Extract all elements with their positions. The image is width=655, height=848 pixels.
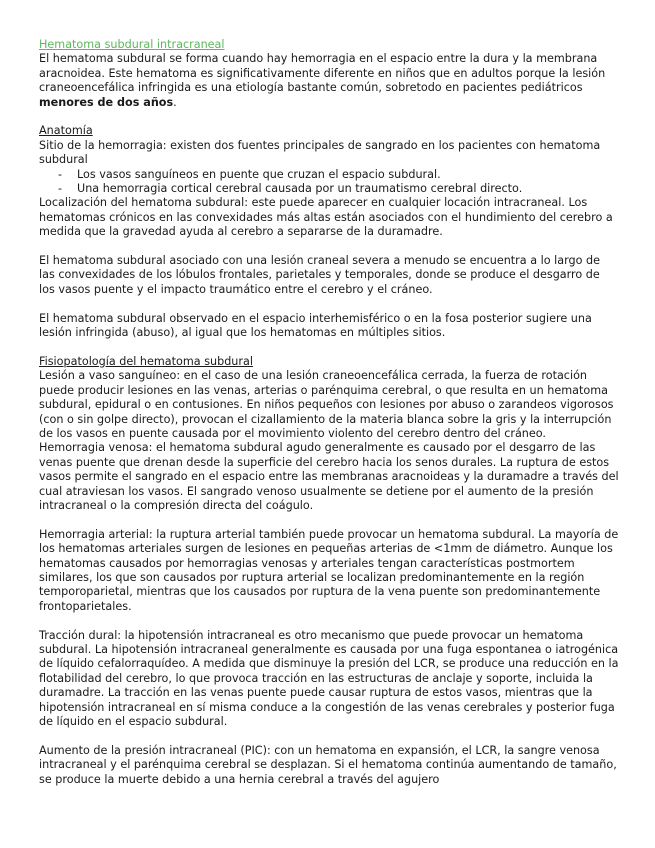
intro-text: El hematoma subdural se forma cuando hay hemorragia en el espacio entre la dura y la membrana aracnoidea. Este hematoma es significativamente diferente en niños que en adultos porque la lesión craneoencefálica infringida es una etiología bastante común, sobretodo en pacientes pediátricos: [39, 52, 606, 95]
spacer: [39, 340, 619, 354]
section-heading-anatomia: Anatomía: [39, 124, 93, 138]
list-item-text: Los vasos sanguíneos en puente que cruzan el espacio subdural.: [77, 167, 441, 181]
convexidades-paragraph: El hematoma subdural asociado con una lesión craneal severa a menudo se encuentra a lo largo de las convexidades de los lóbulos frontales, parietales y temporales, donde se produce el desgarro de los vasos puente y el impacto traumático entre el cerebro y el cráneo.: [39, 254, 600, 296]
document-page: [39, 38, 619, 787]
list-item-text: Una hemorragia cortical cerebral causada por un traumatismo cerebral directo.: [77, 182, 523, 196]
spacer: [39, 729, 619, 743]
bullet-dash: -: [58, 167, 63, 181]
interhemisferico-paragraph: El hematoma subdural observado en el espacio interhemisférico o en la fosa posterior sugiere una lesión infringida (abuso), al igual que los hematomas en múltiples sitios.: [39, 311, 592, 340]
presion-intracraneal-paragraph: Aumento de la presión intracraneal (PIC): con un hematoma en expansión, el LCR, la sangre venosa intracraneal y el parénquima cerebral se desplazan. Si el hematoma continúa aumentando de tamaño, se produce la muerte debido a una hernia cerebral a través del agujero: [39, 743, 617, 786]
spacer: [39, 614, 619, 628]
intro-bold-text: menores de dos años: [39, 95, 174, 109]
document-title[interactable]: Hematoma subdural intracraneal: [39, 38, 225, 51]
spacer: [39, 240, 619, 254]
spacer: [39, 110, 619, 124]
sitio-paragraph: Sitio de la hemorragia: existen dos fuentes principales de sangrado en los pacientes con hematoma subdural: [39, 138, 601, 167]
hemorragia-venosa-paragraph: Hemorragia venosa: el hematoma subdural agudo generalmente es causado por el desgarro de las venas puente que drenan desde la superficie del cerebro hacia los senos durales. La ruptura de estos vasos permite el sangrado en el espacio entre las membranas aracnoideas y la duramadre a través del cual atraviesan los vasos. El sangrado venoso usualmente se detiene por el aumento de la presión intracraneal o la compresión directa del coágulo.: [39, 441, 619, 512]
bleeding-sources-list: [39, 168, 619, 197]
section-heading-fisiopatologia: Fisiopatología del hematoma subdural: [39, 354, 253, 368]
intro-end: .: [173, 95, 177, 109]
list-item: [39, 182, 619, 196]
bullet-dash: -: [58, 182, 63, 196]
spacer: [39, 297, 619, 311]
lesion-vaso-paragraph: Lesión a vaso sanguíneo: en el caso de una lesión craneoencefálica cerrada, la fuerza de rotación puede producir lesiones en las venas, arterias o parénquima cerebral, o que resulta en un hematoma subdural, epidural o en contusiones. En niños pequeños con lesiones por abuso o zarandeos vigorosos (con o sin golpe directo), provocan el cizallamiento de la materia blanca sobre la gris y la interrupción de los vasos en puente causada por el movimiento violento del cerebro dentro del cráneo.: [39, 369, 614, 440]
hemorragia-arterial-paragraph: Hemorragia arterial: la ruptura arterial también puede provocar un hematoma subdural. La mayoría de los hematomas arteriales surgen de lesiones en pequeñas arterias de <1mm de diámetro. Aunque los hematomas causados por hemorragias venosas y arteriales tengan características postmortem similares, los que son causados por ruptura arterial se localizan predominantemente en la región temporoparietal, mientras que los causados por ruptura de la vena puente son predominantemente frontoparietales.: [39, 527, 619, 613]
localizacion-paragraph: Localización del hematoma subdural: este puede aparecer en cualquier locación intracraneal. Los hematomas crónicos en las convexidades más altas están asociados con el hundimiento del cerebro a medida que la gravedad ayuda al cerebro a separarse de la duramadre.: [39, 196, 613, 239]
traccion-dural-paragraph: Tracción dural: la hipotensión intracraneal es otro mecanismo que puede provocar un hematoma subdural. La hipotensión intracraneal generalmente es causada por una fuga espontanea o iatrogénica de líquido cefalorraquídeo. A medida que disminuye la presión del LCR, se produce una reducción en la flotabilidad del cerebro, lo que provoca tracción en las estructuras de anclaje y soporte, incluida la duramadre. La tracción en las venas puente puede causar ruptura de estos vasos, mientras que la hipotensión intracraneal en sí misma conduce a la congestión de las venas cerebrales y posterior fuga de líquido en el espacio subdural.: [39, 628, 619, 728]
list-item: [39, 168, 619, 182]
intro-paragraph: [39, 52, 619, 110]
spacer: [39, 513, 619, 527]
